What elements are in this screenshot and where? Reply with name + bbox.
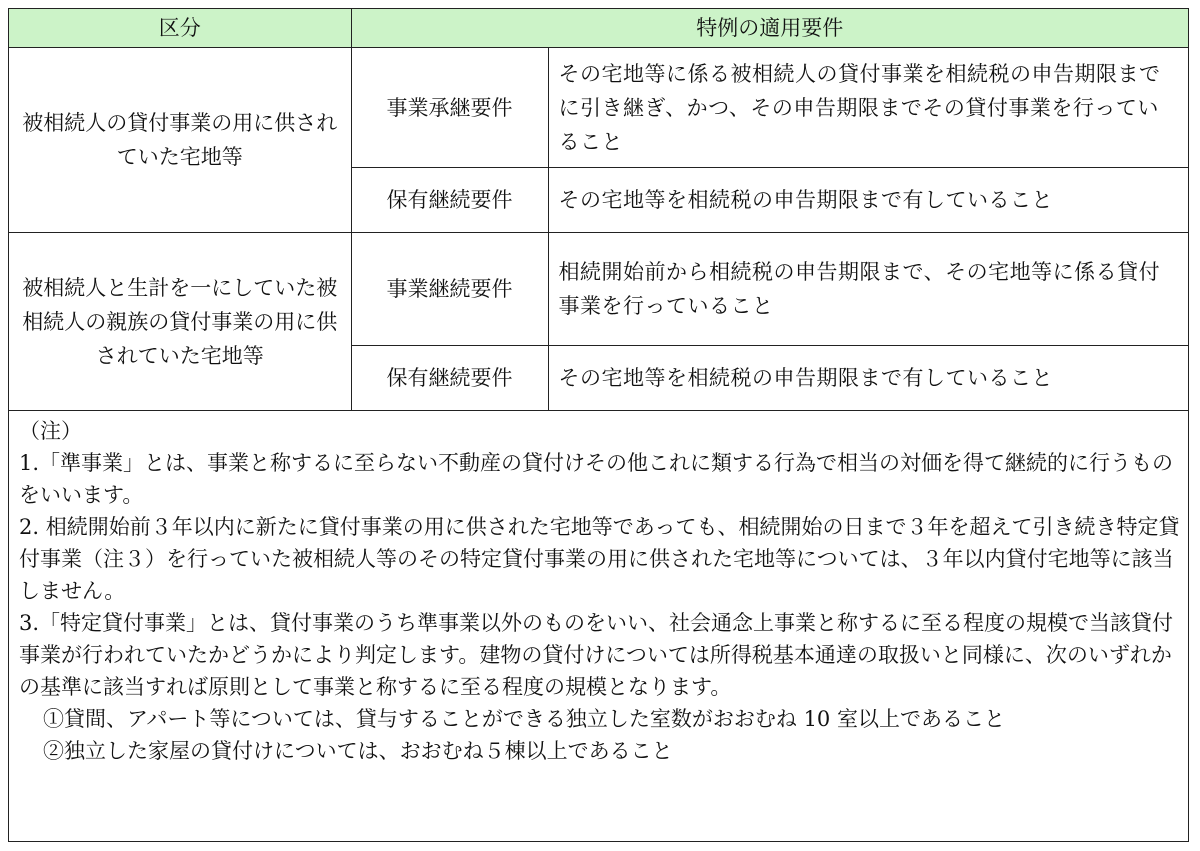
note-subitem: ②独立した家屋の貸付けについては、おおむね５棟以上であること xyxy=(43,739,673,763)
table-row xyxy=(9,48,1188,168)
category-cell: 被相続人と生計を一にしていた被相続人の親族の貸付事業の用に供されていた宅地等 xyxy=(9,233,351,411)
requirement-name: 事業継続要件 xyxy=(351,233,548,346)
table-header-row xyxy=(9,9,1188,48)
requirement-name: 保有継続要件 xyxy=(351,346,548,411)
requirement-name: 事業承継要件 xyxy=(351,48,548,168)
requirements-table xyxy=(9,9,1188,411)
note-item: 3.「特定貸付事業」とは、貸付事業のうち準事業以外のものをいい、社会通念上事業と称するに至る程度の規模で当該貸付事業が行われていたかどうかにより判定します。建物の貸付けについては所得税基本通達の取扱いと同様に、次のいずれかの基準に該当すれば原則として事業と称するに至る程度の規模となります。 xyxy=(19,611,1174,699)
document-frame xyxy=(8,8,1189,842)
note-item: 1.「準事業」とは、事業と称するに至らない不動産の貸付けその他これに類する行為で相当の対価を得て継続的に行うものをいいます。 xyxy=(19,451,1174,507)
requirement-name: 保有継続要件 xyxy=(351,168,548,233)
note-subitem: ①貸間、アパート等については、貸与することができる独立した室数がおおむね 10 室以上であること xyxy=(43,707,1005,731)
category-cell: 被相続人の貸付事業の用に供されていた宅地等 xyxy=(9,48,351,233)
requirement-text: 相続開始前から相続税の申告期限まで、その宅地等に係る貸付事業を行っていること xyxy=(548,233,1188,346)
header-category: 区分 xyxy=(9,9,351,48)
notes-heading: （注） xyxy=(19,419,82,443)
table-row xyxy=(9,233,1188,346)
note-item: 2. 相続開始前３年以内に新たに貸付事業の用に供された宅地等であっても、相続開始の日まで３年を超えて引き続き特定貸付事業（注３）を行っていた被相続人等のその特定貸付事業の用に供された宅地等については、３年以内貸付宅地等に該当しません。 xyxy=(19,515,1180,603)
header-requirements: 特例の適用要件 xyxy=(351,9,1188,48)
requirement-text: その宅地等を相続税の申告期限まで有していること xyxy=(548,168,1188,233)
requirement-text: その宅地等に係る被相続人の貸付事業を相続税の申告期限までに引き継ぎ、かつ、その申告期限までその貸付事業を行っていること xyxy=(548,48,1188,168)
requirement-text: その宅地等を相続税の申告期限まで有していること xyxy=(548,346,1188,411)
notes-section xyxy=(9,411,1188,767)
